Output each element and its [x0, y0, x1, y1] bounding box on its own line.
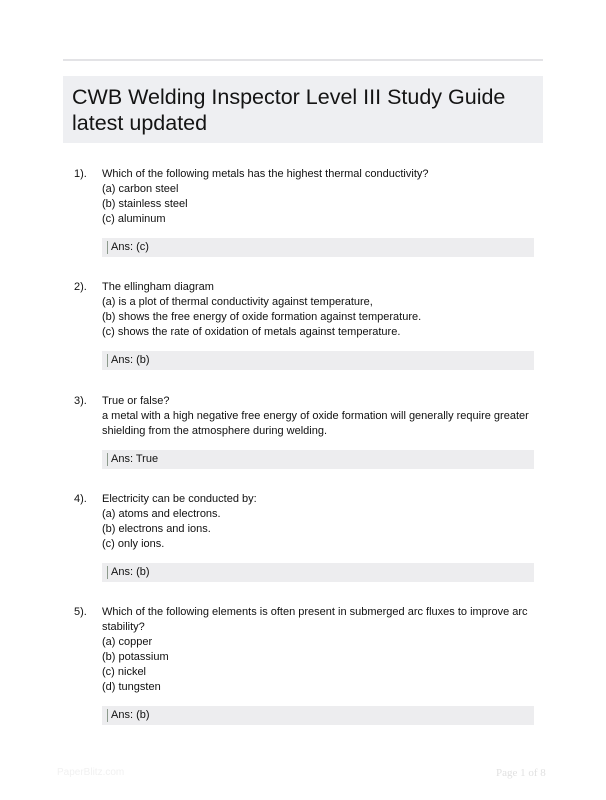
answer-box	[102, 706, 534, 725]
answer-option: (a) copper	[102, 636, 153, 648]
question-stem: The ellingham diagram	[102, 281, 214, 293]
question-stem-continued: a metal with a high negative free energy of oxide formation will generally require greater	[102, 410, 529, 422]
answer-marker-icon	[107, 453, 108, 466]
answer-option: (b) electrons and ions.	[102, 523, 211, 535]
answer-option: (b) shows the free energy of oxide formation against temperature.	[102, 311, 422, 323]
page-number: Page 1 of 8	[496, 767, 546, 779]
answer-option: (c) aluminum	[102, 213, 166, 225]
question-text	[102, 605, 542, 695]
question-number: 4).	[74, 493, 87, 505]
document-title-line-2: latest updated	[72, 111, 208, 135]
question-stem: Which of the following metals has the highest thermal conductivity?	[102, 168, 429, 180]
answer-box	[102, 238, 534, 257]
answer-text: Ans: (c)	[111, 241, 149, 253]
answer-marker-icon	[107, 566, 108, 579]
question-number: 2).	[74, 281, 87, 293]
answer-option: (a) is a plot of thermal conductivity against temperature,	[102, 296, 373, 308]
answer-option: (b) potassium	[102, 651, 169, 663]
question-stem-continued: stability?	[102, 621, 145, 633]
question-stem: Which of the following elements is often present in submerged arc fluxes to improve arc	[102, 606, 528, 618]
answer-text: Ans: True	[111, 453, 159, 465]
answer-box	[102, 450, 534, 469]
question-stem: True or false?	[102, 395, 170, 407]
answer-box	[102, 563, 534, 582]
answer-option: (a) carbon steel	[102, 183, 179, 195]
answer-option: (c) shows the rate of oxidation of metals against temperature.	[102, 326, 401, 338]
answer-marker-icon	[107, 354, 108, 367]
question-number: 1).	[74, 168, 87, 180]
footer-watermark: PaperBlitz.com	[57, 767, 125, 778]
answer-option: (c) nickel	[102, 666, 147, 678]
answer-marker-icon	[107, 241, 108, 254]
answer-text: Ans: (b)	[111, 566, 150, 578]
document-title-banner	[63, 76, 543, 143]
answer-option: (a) atoms and electrons.	[102, 508, 221, 520]
question-text	[102, 492, 542, 552]
answer-option: (d) tungsten	[102, 681, 161, 693]
question-text	[102, 280, 542, 340]
answer-option: (c) only ions.	[102, 538, 165, 550]
answer-option: (b) stainless steel	[102, 198, 188, 210]
question-text	[102, 167, 542, 227]
question-number: 5).	[74, 606, 87, 618]
header-divider	[63, 59, 543, 61]
answer-text: Ans: (b)	[111, 354, 150, 366]
question-stem: Electricity can be conducted by:	[102, 493, 257, 505]
question-number: 3).	[74, 395, 87, 407]
answer-marker-icon	[107, 709, 108, 722]
document-title-line-1: CWB Welding Inspector Level III Study Guide	[72, 85, 506, 109]
answer-text: Ans: (b)	[111, 709, 150, 721]
question-stem-continued: shielding from the atmosphere during welding.	[102, 425, 328, 437]
question-text	[102, 394, 542, 439]
answer-box	[102, 351, 534, 370]
